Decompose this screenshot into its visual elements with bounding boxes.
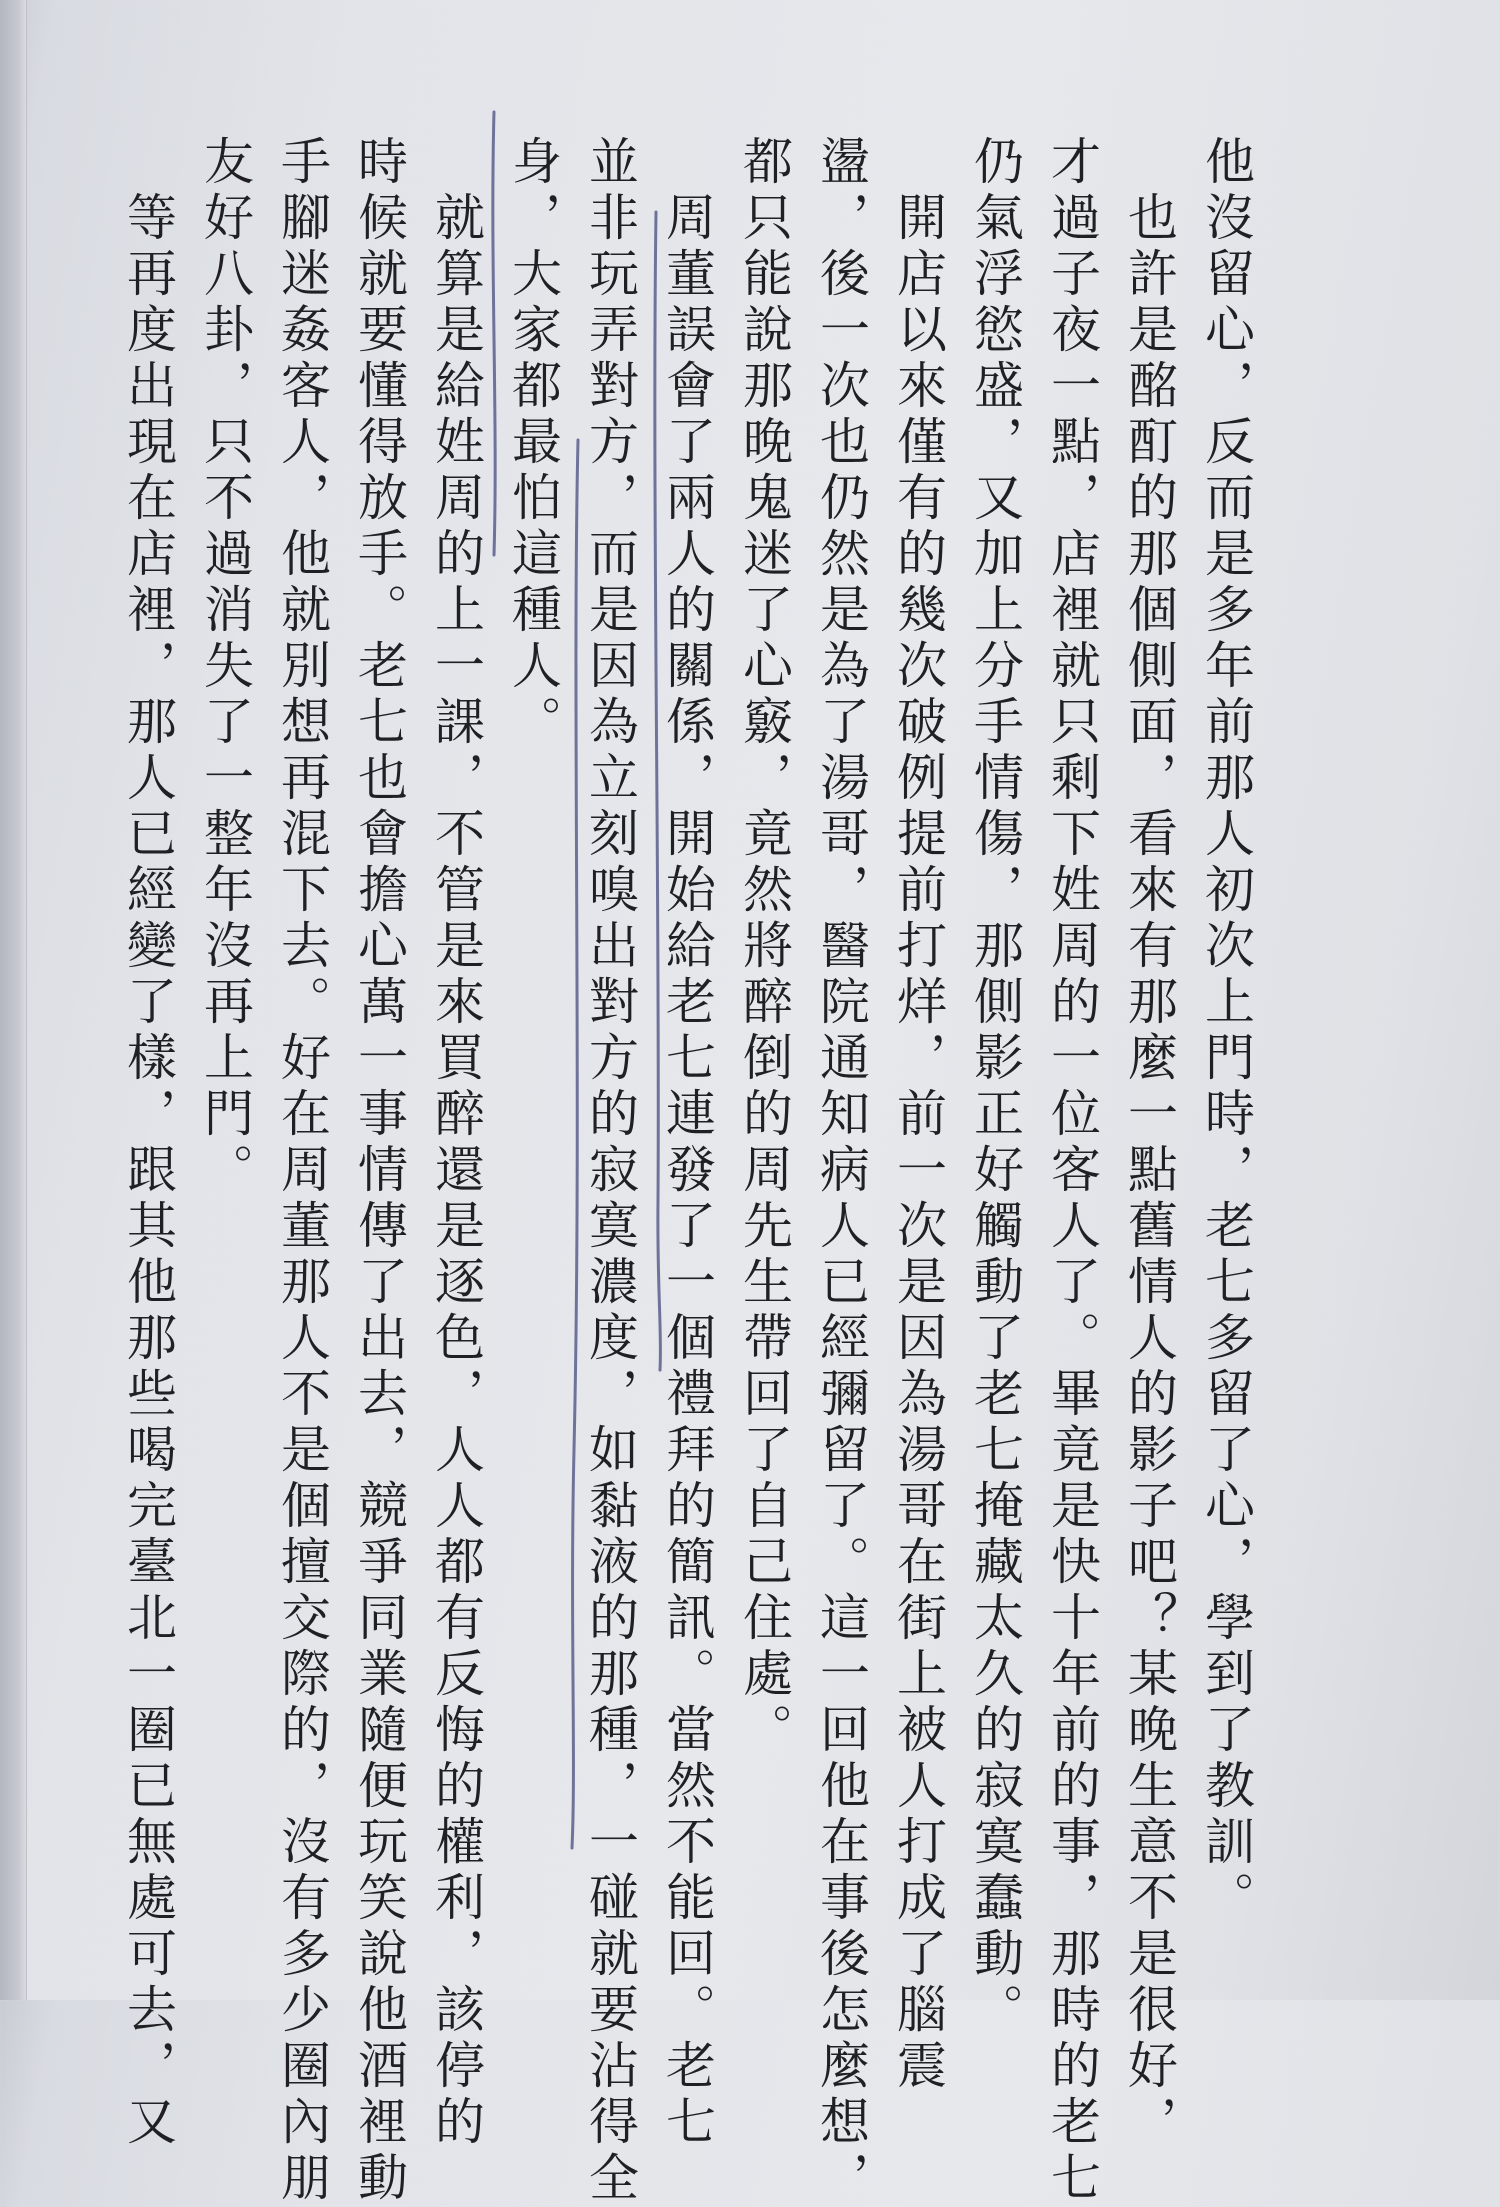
text-column: 並非玩弄對方，而是因為立刻嗅出對方的寂寞濃度，如黏液的那種，一碰就要沾得全 xyxy=(581,135,639,2207)
text-column: 周董誤會了兩人的關係，開始給老七連發了一個禮拜的簡訊。當然不能回。老七 xyxy=(658,135,716,2151)
text-column: 他沒留心，反而是多年前那人初次上門時，老七多留了心，學到了教訓。 xyxy=(1197,135,1255,1927)
text-column: 才過子夜一點，店裡就只剩下姓周的一位客人了。畢竟是快十年前的事，那時的老七 xyxy=(1043,135,1101,2207)
text-column: 就算是給姓周的上一課，不管是來買醉還是逐色，人人都有反悔的權利，該停的 xyxy=(427,135,485,2151)
adjacent-page-edge xyxy=(0,0,27,2000)
text-column: 身，大家都最怕這種人。 xyxy=(504,135,562,751)
text-column: 都只能說那晚鬼迷了心竅，竟然將醉倒的周先生帶回了自己住處。 xyxy=(735,135,793,1759)
text-column: 也許是酩酊的那個側面，看來有那麼一點舊情人的影子吧？某晚生意不是很好， xyxy=(1120,135,1178,2151)
text-column: 手腳迷姦客人，他就別想再混下去。好在周董那人不是個擅交際的，沒有多少圈內朋 xyxy=(273,135,331,2207)
text-column: 盪，後一次也仍然是為了湯哥，醫院通知病人已經彌留了。這一回他在事後怎麼想， xyxy=(812,135,870,2207)
book-page xyxy=(26,0,1500,2207)
text-column: 等再度出現在店裡，那人已經變了樣，跟其他那些喝完臺北一圈已無處可去，又 xyxy=(119,135,177,2151)
text-column: 仍氣浮慾盛，又加上分手情傷，那側影正好觸動了老七掩藏太久的寂寞蠢動。 xyxy=(966,135,1024,2039)
text-column: 時候就要懂得放手。老七也會擔心萬一事情傳了出去，競爭同業隨便玩笑說他酒裡動 xyxy=(350,135,408,2207)
text-column: 開店以來僅有的幾次破例提前打烊，前一次是因為湯哥在街上被人打成了腦震 xyxy=(889,135,947,2095)
text-column: 友好八卦，只不過消失了一整年沒再上門。 xyxy=(196,135,254,1199)
